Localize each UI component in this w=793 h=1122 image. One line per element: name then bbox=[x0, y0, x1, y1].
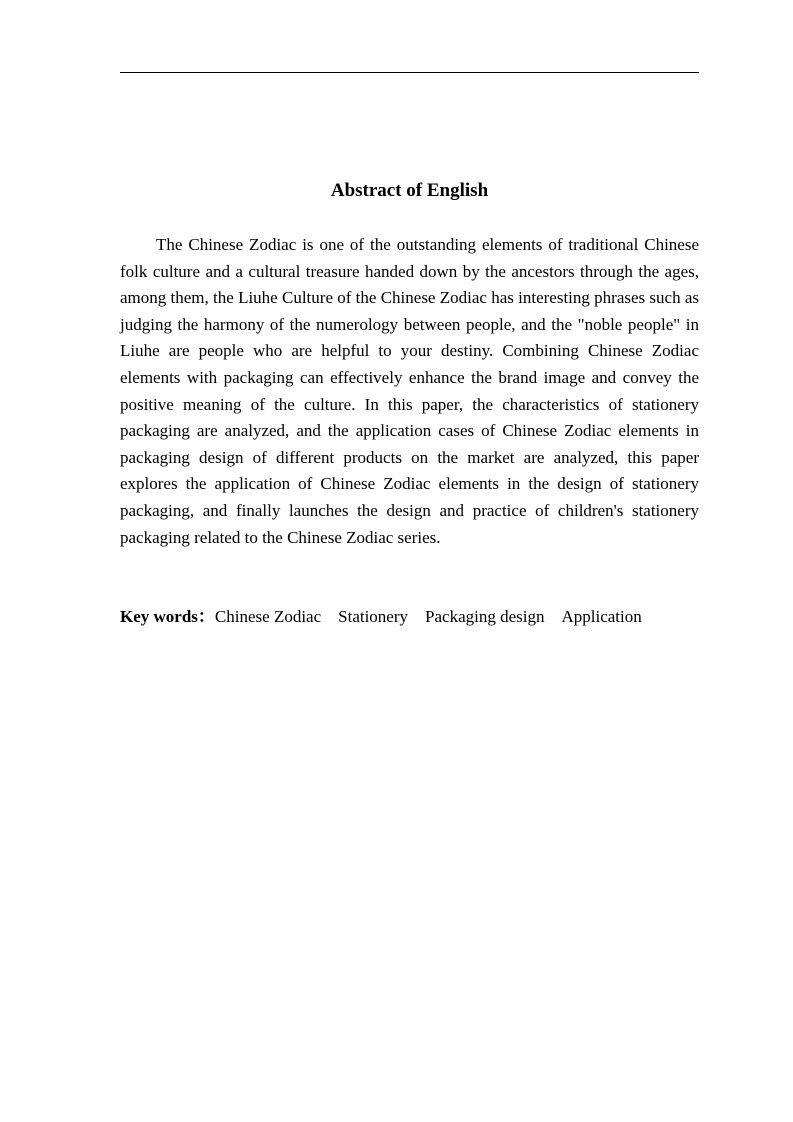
keywords-label: Key words： bbox=[120, 607, 215, 626]
header-rule bbox=[120, 72, 699, 73]
keyword-item: Chinese Zodiac bbox=[214, 607, 322, 626]
keywords-line bbox=[120, 604, 720, 630]
keyword-item: Stationery bbox=[338, 607, 409, 626]
keyword-item: Application bbox=[561, 607, 642, 626]
abstract-title: Abstract of English bbox=[330, 180, 489, 201]
abstract-body: The Chinese Zodiac is one of the outstanding elements of traditional Chinese folk culture and a cultural treasure handed down by the ancestors through the ages, among them, the Liuhe Culture of the Chinese Zodiac has interesting phrases such as judging the harmony of the numerology between people, and the "noble people" in Liuhe are people who are helpful to your destiny. Combining Chinese Zodiac elements with packaging can effectively enhance the brand image and convey the positive meaning of the culture. In this paper, the characteristics of stationery packaging are analyzed, and the application cases of Chinese Zodiac elements in packaging design of different products on the market are analyzed, this paper explores the application of Chinese Zodiac elements in the design of stationery packaging, and finally launches the design and practice of children's stationery packaging related to the Chinese Zodiac series. bbox=[120, 235, 699, 547]
keyword-item: Packaging design bbox=[425, 607, 545, 626]
